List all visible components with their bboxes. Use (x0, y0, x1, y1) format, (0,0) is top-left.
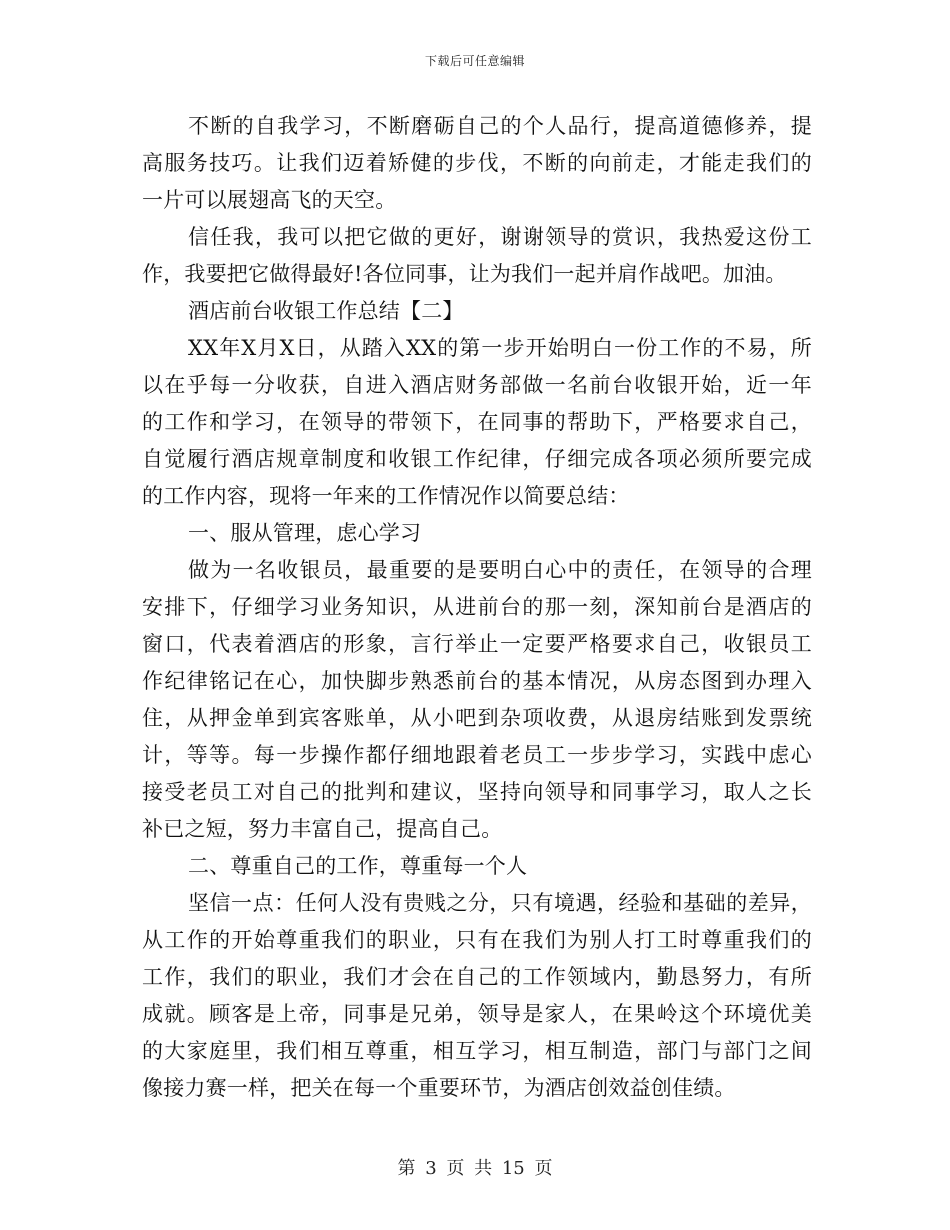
text-line: 像接力赛一样，把关在每一个重要环节，为酒店创效益创佳绩。 (142, 1076, 736, 1100)
text-line: 计，等等。每一步操作都仔细地跟着老员工一步步学习，实践中虑心 (142, 743, 812, 767)
text-line: XX年X月X日，从踏入XX的第一步开始明白一份工作的不易，所 (188, 336, 812, 360)
text-line: 接受老员工对自己的批判和建议，坚持向领导和同事学习，取人之长 (142, 780, 812, 804)
text-line: 作纪律铭记在心，加快脚步熟悉前台的基本情况，从房态图到办理入 (142, 669, 812, 693)
text-line: 自觉履行酒店规章制度和收银工作纪律，仔细完成各项必须所要完成 (142, 447, 812, 471)
text-line: 高服务技巧。让我们迈着矫健的步伐，不断的向前走，才能走我们的 (142, 151, 812, 175)
text-line: 酒店前台收银工作总结【二】 (188, 299, 464, 323)
page-footer: 第 3 页 共 15 页 (397, 1158, 553, 1179)
text-line: 以在乎每一分收获，自进入酒店财务部做一名前台收银开始，近一年 (142, 373, 812, 397)
text-line: 补已之短，努力丰富自己，提高自己。 (142, 817, 503, 841)
text-line: 的工作内容，现将一年来的工作情况作以简要总结： (142, 484, 630, 508)
text-line: 不断的自我学习，不断磨砺自己的个人品行，提高道德修养，提 (188, 114, 812, 138)
text-line: 住，从押金单到宾客账单，从小吧到杂项收费，从退房结账到发票统 (142, 706, 812, 730)
text-line: 做为一名收银员，最重要的是要明白心中的责任，在领导的合理 (188, 558, 812, 582)
text-line: 二、尊重自己的工作，尊重每一个人 (188, 854, 528, 878)
text-line: 安排下，仔细学习业务知识，从进前台的那一刻，深知前台是酒店的 (142, 595, 812, 619)
text-line: 窗口，代表着酒店的形象，言行举止一定要严格要求自己，收银员工 (142, 632, 812, 656)
text-line: 信任我，我可以把它做的更好，谢谢领导的赏识，我热爱这份工 (188, 225, 812, 249)
document-body (142, 108, 812, 1107)
text-line: 坚信一点：任何人没有贵贱之分，只有境遇，经验和基础的差异， (188, 891, 812, 915)
text-line: 一、服从管理，虑心学习 (188, 521, 422, 545)
text-line: 一片可以展翅高飞的天空。 (142, 188, 397, 212)
text-line: 的工作和学习，在领导的带领下，在同事的帮助下，严格要求自己， (142, 410, 812, 434)
text-line: 工作，我们的职业，我们才会在自己的工作领域内，勤恳努力，有所 (142, 965, 812, 989)
text-line: 从工作的开始尊重我们的职业，只有在我们为别人打工时尊重我们的 (142, 928, 812, 952)
page-header: 下载后可任意编辑 (424, 54, 525, 68)
text-line: 成就。顾客是上帝，同事是兄弟，领导是家人，在果岭这个环境优美 (142, 1002, 812, 1026)
text-line: 作，我要把它做得最好!各位同事，让为我们一起并肩作战吧。加油。 (142, 262, 787, 286)
text-line: 的大家庭里，我们相互尊重，相互学习，相互制造，部门与部门之间 (142, 1039, 812, 1063)
